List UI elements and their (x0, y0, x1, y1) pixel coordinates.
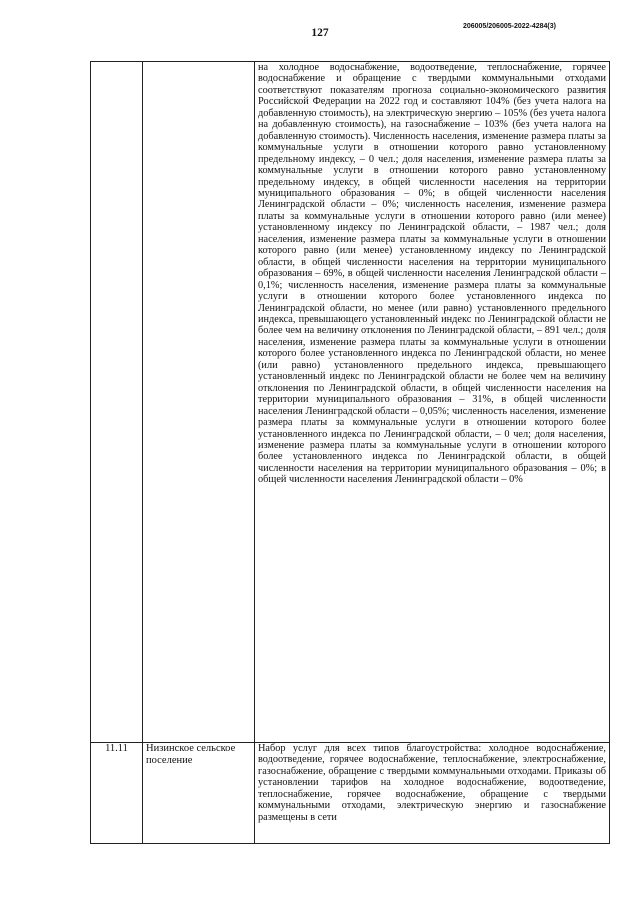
page-number: 127 (311, 27, 329, 39)
tariff-table (90, 61, 610, 844)
description-text: Набор услуг для всех типов благоустройства: холодное водоснабжение, водоотведение, горячее водоснабжение, теплоснабжение, электроснабжение, газоснабжение, обращение с твердыми коммунальными отходами. Приказы об установлении тарифов на холодное водоснабжение, водоотведение, теплоснабжение, горячее водоснабжение, обращение с твердыми коммунальными отходами, электрическую энергию и газоснабжение размещены в сети (258, 743, 606, 823)
table-row (91, 62, 610, 743)
description-cell (255, 62, 610, 743)
municipality-cell (143, 62, 255, 743)
row-number-cell: 11.11 (91, 743, 143, 844)
document-code: 206005/206005-2022-4284(3) (462, 23, 556, 30)
description-cell (255, 743, 610, 844)
municipality-cell: Низинское сельское поселение (143, 743, 255, 844)
row-number-cell (91, 62, 143, 743)
table-row (91, 743, 610, 844)
description-text: на холодное водоснабжение, водоотведение, теплоснабжение, горячее водоснабжение и обращение с твердыми коммунальными отходами соответствуют показателям прогноза социально-экономического развития Российской Федерации на 2022 год и составляют 104% (без учета налога на добавленную стоимость), на электрическую энергию – 105% (без учета налога на добавленную стоимость), на газоснабжение – 103% (без учета налога на добавленную стоимость). Численность населения, изменение размера платы за коммунальные услуги в отношении которого равно установленному предельному индексу, – 0 чел.; доля населения, изменение размера платы за коммунальные услуги в отношении которого равно установленному предельному индексу, в общей численности населения на территории муниципального образования – 0%; в общей численности населения Ленинградской области – 0%; численность населения, изменение размера платы за коммунальные услуги в отношении которого равно (или менее) установленному индексу по Ленинградской области, – 1987 чел.; доля населения, изменение размера платы за коммунальные услуги в отношении которого равно (или менее) установленному индексу по Ленинградской области, в общей численности населения на территории муниципального образования – 69%, в общей численности населения Ленинградской области – 0,1%; численность населения, изменение размера платы за коммунальные услуги в отношении которого более установленного индекса по Ленинградской области, но менее (или равно) установленного предельного индекса, превышающего установленный индекс по Ленинградской области не более чем на величину отклонения по Ленинградской области, – 891 чел.; доля населения, изменение размера платы за коммунальные услуги в отношении которого более установленного индекса по Ленинградской области, но менее (или равно) установленного предельного индекса, превышающего установленный индекс по Ленинградской области не более чем на величину отклонения по Ленинградской области, в общей численности населения на территории муниципального образования – 31%, в общей численности населения Ленинградской области – 0,05%; численность населения, изменение размера платы за коммунальные услуги в отношении которого более установленного индекса по Ленинградской области, – 0 чел; доля населения, изменение размера платы за коммунальные услуги в отношении которого более установленного индекса по Ленинградской области, в общей численности населения на территории муниципального образования – 0%; в общей численности населения Ленинградской области – 0% (258, 62, 606, 486)
